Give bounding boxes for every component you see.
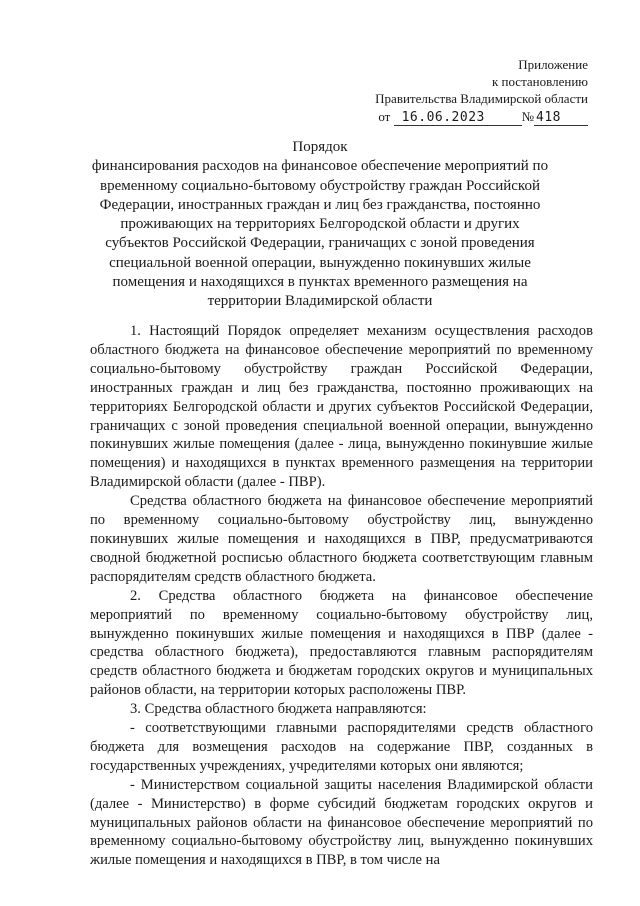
appendix-government: Правительства Владимирской области: [375, 91, 588, 106]
title-heading: Порядок: [292, 139, 348, 155]
appendix-resolution: к постановлению: [491, 74, 588, 89]
paragraph-2: Средства областного бюджета на финансовое обеспечение мероприятий по временному социально-бытовому обустройству лиц, вынужденно покинувших жилые помещения и находящихся в ПВР, предусматриваются сводной бюджетной росписью областного бюджета соответствующим главным распорядителям средств областного бюджета.: [90, 493, 593, 585]
paragraph-1: 1. Настоящий Порядок определяет механизм осуществления расходов областного бюджета на финансовое обеспечение мероприятий по временному социально-бытовому обустройству граждан Российской Федерации, иностранных граждан и лиц без гражданства, постоянно проживающих на территориях Белгородской области и других субъектов Российской Федерации, граничащих с зоной проведения специальной военной операции, вынужденно покинувших жилые помещения (далее - лица, вынужденно покинувшие жилые помещения) и находящихся в пунктах временного размещения на территории Владимирской области (далее - ПВР).: [90, 323, 593, 491]
paragraph-6: - Министерством социальной защиты населения Владимирской области (далее - Министерство) в форме субсидий бюджетам городских округов и муниципальных районов области на финансовое обеспечение мероприятий по временному социально-бытовому обустройству лиц, вынужденно покинувших жилые помещения и находящихся в ПВР, в том числе на: [90, 776, 593, 869]
appendix-date-line: [375, 108, 588, 126]
paragraph-5: - соответствующими главными распорядителями средств областного бюджета для возмещения расходов на содержание ПВР, созданных в государственных учреждениях, учредителями которых они являются;: [90, 720, 593, 774]
document-title: [90, 138, 550, 312]
title-subtitle: финансирования расходов на финансовое обеспечение мероприятий по временному социально-бытовому обустройству граждан Российской Федерации, иностранных граждан и лиц без гражданства, постоянно проживающих на территориях Белгородской области и других субъектов Российской Федерации, граничащих с зоной проведения специальной военной операции, вынужденно покинувших жилые помещения и находящихся в пунктах временного размещения на территории Владимирской области: [91, 158, 549, 310]
resolution-number: 418: [534, 110, 588, 126]
date-prefix: от: [378, 109, 391, 124]
paragraph-3: 2. Средства областного бюджета на финансовое обеспечение мероприятий по временному социально-бытовому обустройству лиц, вынужденно покинувших жилые помещения и находящихся в ПВР (далее - средства областного бюджета), предоставляются главным распорядителям средств областного бюджета и бюджетам городских округов и муниципальных районов области, на территории которых расположены ПВР.: [90, 587, 593, 699]
number-prefix: №: [521, 109, 534, 124]
resolution-date: 16.06.2023: [394, 110, 522, 126]
paragraph-4: 3. Средства областного бюджета направляются:: [130, 701, 427, 718]
appendix-block: [375, 56, 588, 126]
appendix-label: Приложение: [518, 57, 588, 72]
document-body: [90, 322, 593, 870]
